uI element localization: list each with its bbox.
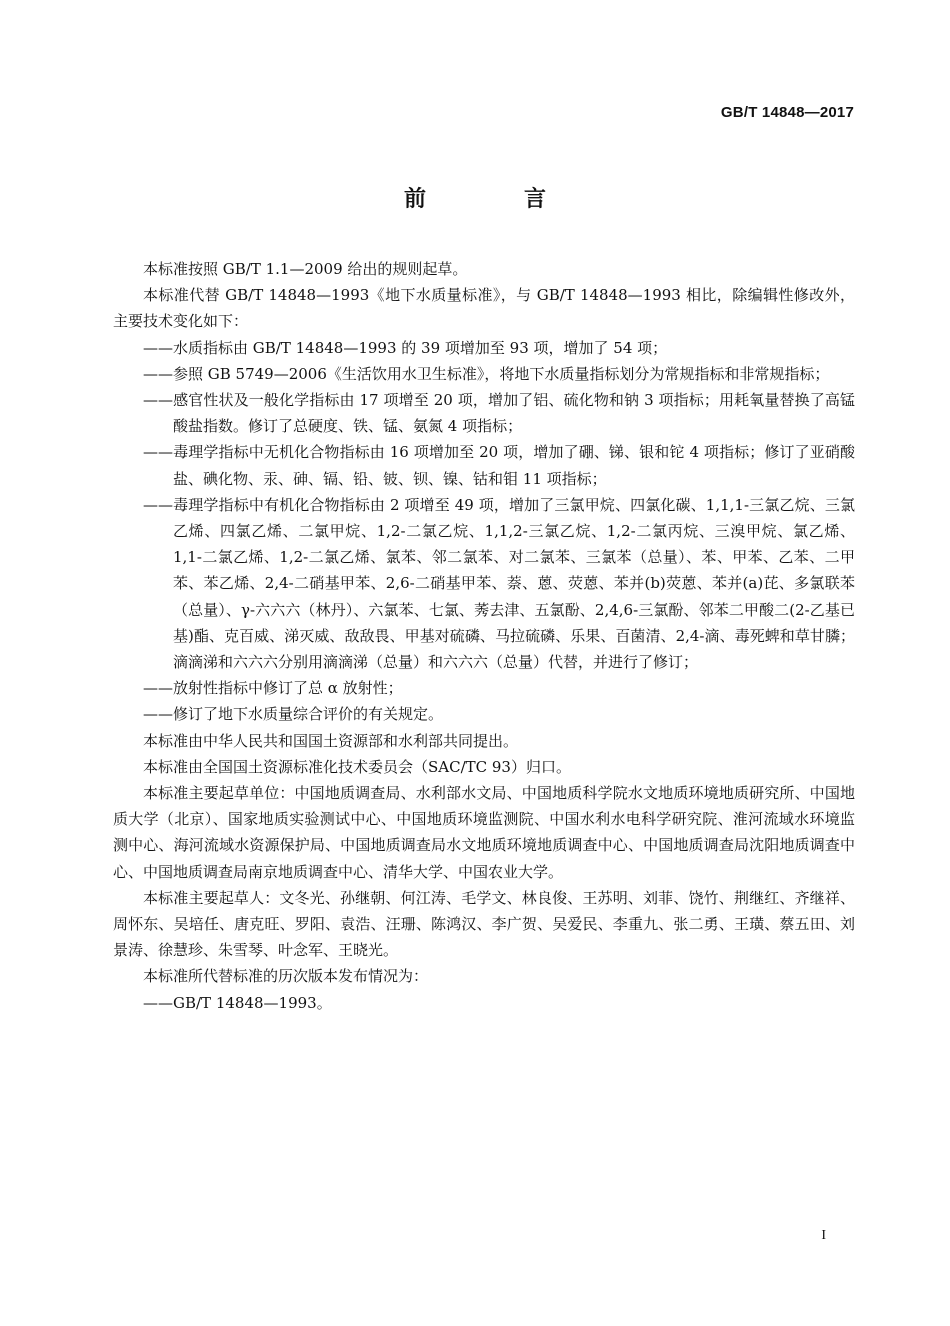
paragraph: 本标准主要起草人：文冬光、孙继朝、何江涛、毛学文、林良俊、王苏明、刘菲、饶竹、荆继红、齐继祥、周怀东、吴培任、唐克旺、罗阳、袁浩、汪珊、陈鸿汉、李广贺、吴爱民、李重九、张二勇、王璜、蔡五田、刘景涛、徐慧珍、朱雪琴、叶念军、王晓光。 — [113, 888, 855, 960]
paragraph: 本标准所代替标准的历次版本发布情况为： — [143, 967, 429, 986]
paragraph: 本标准主要起草单位：中国地质调查局、水利部水文局、中国地质科学院水文地质环境地质研究所、中国地质大学（北京）、国家地质实验测试中心、中国地质环境监测院、中国水利水电科学研究院、淮河流域水环境监测中心、海河流域水资源保护局、中国地质调查局水文地质环境地质调查中心、中国地质调查局沈阳地质调查中心、中国地质调查局南京地质调查中心、清华大学、中国农业大学。 — [113, 784, 855, 881]
change-item: ——参照 GB 5749—2006《生活饮用水卫生标准》，将地下水质量指标划分为常规指标和非常规指标； — [143, 364, 830, 383]
paragraph: 本标准由中华人民共和国国土资源部和水利部共同提出。 — [143, 731, 519, 750]
change-item: ——放射性指标中修订了总 α 放射性； — [143, 679, 403, 698]
paragraph: 本标准由全国国土资源标准化技术委员会（SAC/TC 93）归口。 — [143, 757, 571, 776]
page-title: 前 言 — [403, 187, 584, 212]
document-body — [113, 256, 855, 1016]
page-number: I — [821, 1228, 826, 1243]
change-item: ——水质指标由 GB/T 14848—1993 的 39 项增加至 93 项，增加了 54 项； — [143, 338, 668, 357]
standard-code: GB/T 14848—2017 — [720, 104, 854, 121]
history-item: ——GB/T 14848—1993。 — [143, 993, 332, 1012]
change-item: ——毒理学指标中无机化合物指标由 16 项增加至 20 项，增加了硼、锑、银和铊 4 项指标；修订了亚硝酸盐、碘化物、汞、砷、镉、铅、铍、钡、镍、钴和钼 11 项指标； — [143, 443, 855, 488]
change-item: ——感官性状及一般化学指标由 17 项增至 20 项，增加了铝、硫化物和钠 3 项指标；用耗氧量替换了高锰酸盐指数。修订了总硬度、铁、锰、氨氮 4 项指标； — [143, 391, 855, 436]
paragraph: 本标准按照 GB/T 1.1—2009 给出的规则起草。 — [143, 260, 468, 278]
paragraph: 本标准代替 GB/T 14848—1993《地下水质量标准》，与 GB/T 14848—1993 相比，除编辑性修改外，主要技术变化如下： — [113, 286, 855, 331]
change-item: ——修订了地下水质量综合评价的有关规定。 — [143, 705, 444, 724]
change-item: ——毒理学指标中有机化合物指标由 2 项增至 49 项，增加了三氯甲烷、四氯化碳、1,1,1-三氯乙烷、三氯乙烯、四氯乙烯、二氯甲烷、1,2-二氯乙烷、1,1,2-三氯乙烷、1,2-二氯丙烷、三溴甲烷、氯乙烯、1,1-二氯乙烯、1,2-二氯乙烯、氯苯、邻二氯苯、对二氯苯、三氯苯（总量）、苯、甲苯、乙苯、二甲苯、苯乙烯、2,4-二硝基甲苯、2,6-二硝基甲苯、萘、蒽、荧蒽、苯并(b)荧蒽、苯并(a)芘、多氯联苯（总量）、γ-六六六（林丹）、六氯苯、七氯、莠去津、五氯酚、2,4,6-三氯酚、邻苯二甲酸二(2-乙基已基)酯、克百威、涕灭威、敌敌畏、甲基对硫磷、马拉硫磷、乐果、百菌清、2,4-滴、毒死蜱和草甘膦；滴滴涕和六六六分别用滴滴涕（总量）和六六六（总量）代替，并进行了修订； — [143, 495, 855, 672]
